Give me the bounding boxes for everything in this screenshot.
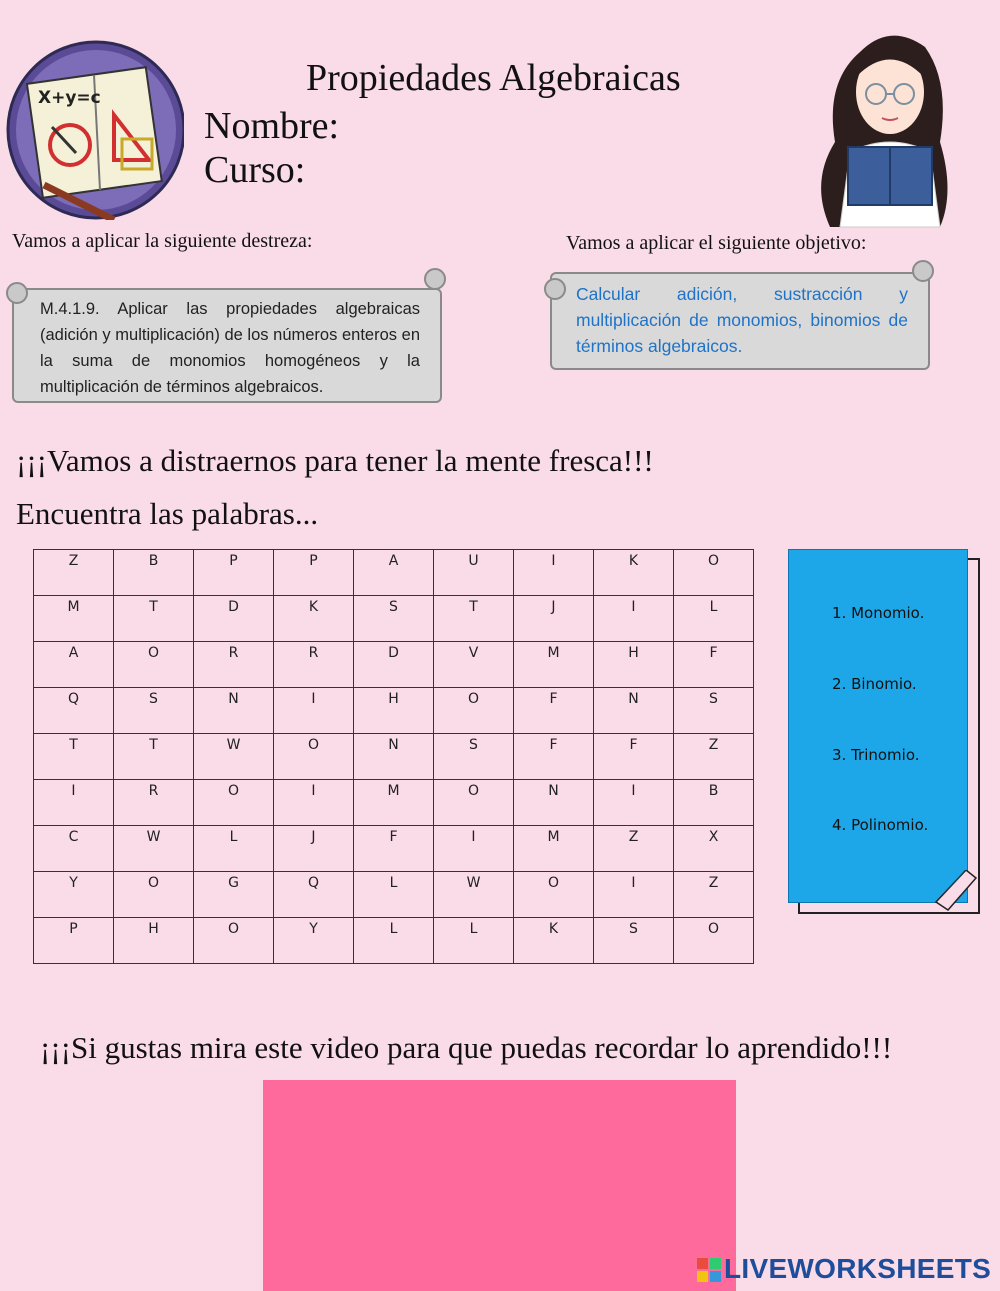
grid-row: [34, 550, 754, 596]
grid-cell[interactable]: Z: [34, 550, 114, 596]
grid-cell[interactable]: Z: [674, 872, 754, 918]
grid-cell[interactable]: A: [354, 550, 434, 596]
instruction-heading: Encuentra las palabras...: [16, 496, 319, 531]
grid-cell[interactable]: Y: [274, 918, 354, 964]
grid-cell[interactable]: P: [34, 918, 114, 964]
video-placeholder[interactable]: [263, 1080, 736, 1291]
grid-cell[interactable]: M: [34, 596, 114, 642]
grid-cell[interactable]: O: [434, 780, 514, 826]
grid-cell[interactable]: L: [674, 596, 754, 642]
grid-cell[interactable]: W: [194, 734, 274, 780]
grid-cell[interactable]: Q: [274, 872, 354, 918]
grid-cell[interactable]: N: [594, 688, 674, 734]
grid-cell[interactable]: J: [514, 596, 594, 642]
liveworksheets-brand[interactable]: LIVEWORKSHEETS: [724, 1253, 992, 1284]
grid-cell[interactable]: F: [514, 688, 594, 734]
grid-cell[interactable]: M: [354, 780, 434, 826]
grid-row: [34, 826, 754, 872]
grid-cell[interactable]: H: [354, 688, 434, 734]
fun-heading: ¡¡¡Vamos a distraernos para tener la mente fresca!!!: [16, 443, 654, 478]
grid-cell[interactable]: F: [594, 734, 674, 780]
grid-cell[interactable]: I: [594, 596, 674, 642]
grid-cell[interactable]: M: [514, 642, 594, 688]
grid-cell[interactable]: V: [434, 642, 514, 688]
grid-row: [34, 596, 754, 642]
grid-cell[interactable]: O: [194, 780, 274, 826]
grid-cell[interactable]: K: [274, 596, 354, 642]
nombre-label: Nombre:: [204, 105, 340, 147]
grid-cell[interactable]: F: [674, 642, 754, 688]
grid-cell[interactable]: O: [674, 550, 754, 596]
grid-cell[interactable]: O: [194, 918, 274, 964]
grid-cell[interactable]: N: [194, 688, 274, 734]
grid-cell[interactable]: T: [34, 734, 114, 780]
grid-cell[interactable]: B: [674, 780, 754, 826]
skill-text: M.4.1.9. Aplicar las propiedades algebraicas (adición y multiplicación) de los números enteros en la suma de monomios homogéneos y la multiplicación de términos algebraicos.: [40, 300, 420, 396]
grid-cell[interactable]: L: [194, 826, 274, 872]
grid-cell[interactable]: O: [114, 642, 194, 688]
grid-cell[interactable]: O: [514, 872, 594, 918]
grid-cell[interactable]: P: [194, 550, 274, 596]
grid-cell[interactable]: D: [194, 596, 274, 642]
grid-row: [34, 642, 754, 688]
grid-cell[interactable]: C: [34, 826, 114, 872]
grid-cell[interactable]: Z: [674, 734, 754, 780]
grid-cell[interactable]: W: [434, 872, 514, 918]
objective-text: Calcular adición, sustracción y multiplicación de monomios, binomios de términos algebraicos.: [576, 284, 908, 356]
word-search-grid: [33, 549, 754, 964]
grid-cell[interactable]: L: [354, 918, 434, 964]
grid-cell[interactable]: F: [354, 826, 434, 872]
grid-cell[interactable]: X: [674, 826, 754, 872]
grid-row: [34, 734, 754, 780]
grid-cell[interactable]: A: [34, 642, 114, 688]
page-title: Propiedades Algebraicas: [306, 57, 681, 99]
video-heading: ¡¡¡Si gustas mira este video para que puedas recordar lo aprendido!!!: [40, 1030, 893, 1065]
grid-cell[interactable]: U: [434, 550, 514, 596]
grid-cell[interactable]: W: [114, 826, 194, 872]
grid-cell[interactable]: J: [274, 826, 354, 872]
grid-cell[interactable]: D: [354, 642, 434, 688]
girl-reading-image: [790, 22, 990, 232]
grid-cell[interactable]: S: [354, 596, 434, 642]
grid-cell[interactable]: T: [114, 596, 194, 642]
grid-cell[interactable]: F: [514, 734, 594, 780]
curso-label: Curso:: [204, 149, 306, 191]
logo-equation: X+y=c: [38, 88, 101, 108]
grid-cell[interactable]: I: [514, 550, 594, 596]
word-list-item: 2. Binomio.: [832, 675, 917, 693]
skill-heading: Vamos a aplicar la siguiente destreza:: [12, 230, 313, 252]
grid-cell[interactable]: K: [514, 918, 594, 964]
grid-row: [34, 780, 754, 826]
grid-cell[interactable]: L: [434, 918, 514, 964]
grid-cell[interactable]: S: [114, 688, 194, 734]
grid-cell[interactable]: O: [674, 918, 754, 964]
word-list-item: 1. Monomio.: [832, 604, 925, 622]
grid-cell[interactable]: T: [114, 734, 194, 780]
page-curl-corner: [930, 870, 978, 914]
grid-cell[interactable]: O: [434, 688, 514, 734]
grid-cell[interactable]: O: [114, 872, 194, 918]
grid-cell[interactable]: Y: [34, 872, 114, 918]
grid-row: [34, 688, 754, 734]
grid-cell[interactable]: G: [194, 872, 274, 918]
grid-cell[interactable]: Q: [34, 688, 114, 734]
grid-cell[interactable]: R: [194, 642, 274, 688]
grid-cell[interactable]: I: [594, 780, 674, 826]
math-logo-image: [4, 35, 184, 220]
grid-cell[interactable]: I: [434, 826, 514, 872]
grid-cell[interactable]: N: [514, 780, 594, 826]
word-list-item: 4. Polinomio.: [832, 816, 929, 834]
grid-cell[interactable]: O: [274, 734, 354, 780]
grid-cell[interactable]: I: [274, 688, 354, 734]
grid-cell[interactable]: H: [594, 642, 674, 688]
grid-cell[interactable]: I: [274, 780, 354, 826]
word-list-card: [788, 549, 968, 903]
grid-cell[interactable]: I: [594, 872, 674, 918]
grid-cell[interactable]: R: [114, 780, 194, 826]
grid-cell[interactable]: T: [434, 596, 514, 642]
grid-cell[interactable]: M: [514, 826, 594, 872]
grid-row: [34, 918, 754, 964]
word-list-item: 3. Trinomio.: [832, 746, 920, 764]
grid-cell[interactable]: K: [594, 550, 674, 596]
grid-cell[interactable]: I: [34, 780, 114, 826]
grid-cell[interactable]: R: [274, 642, 354, 688]
grid-row: [34, 872, 754, 918]
grid-cell[interactable]: B: [114, 550, 194, 596]
grid-cell[interactable]: H: [114, 918, 194, 964]
grid-cell[interactable]: Z: [594, 826, 674, 872]
grid-cell[interactable]: S: [594, 918, 674, 964]
grid-cell[interactable]: S: [674, 688, 754, 734]
grid-cell[interactable]: P: [274, 550, 354, 596]
grid-cell[interactable]: S: [434, 734, 514, 780]
objective-heading: Vamos a aplicar el siguiente objetivo:: [566, 232, 867, 254]
liveworksheets-logo-icon: [697, 1258, 721, 1282]
grid-cell[interactable]: N: [354, 734, 434, 780]
grid-cell[interactable]: L: [354, 872, 434, 918]
